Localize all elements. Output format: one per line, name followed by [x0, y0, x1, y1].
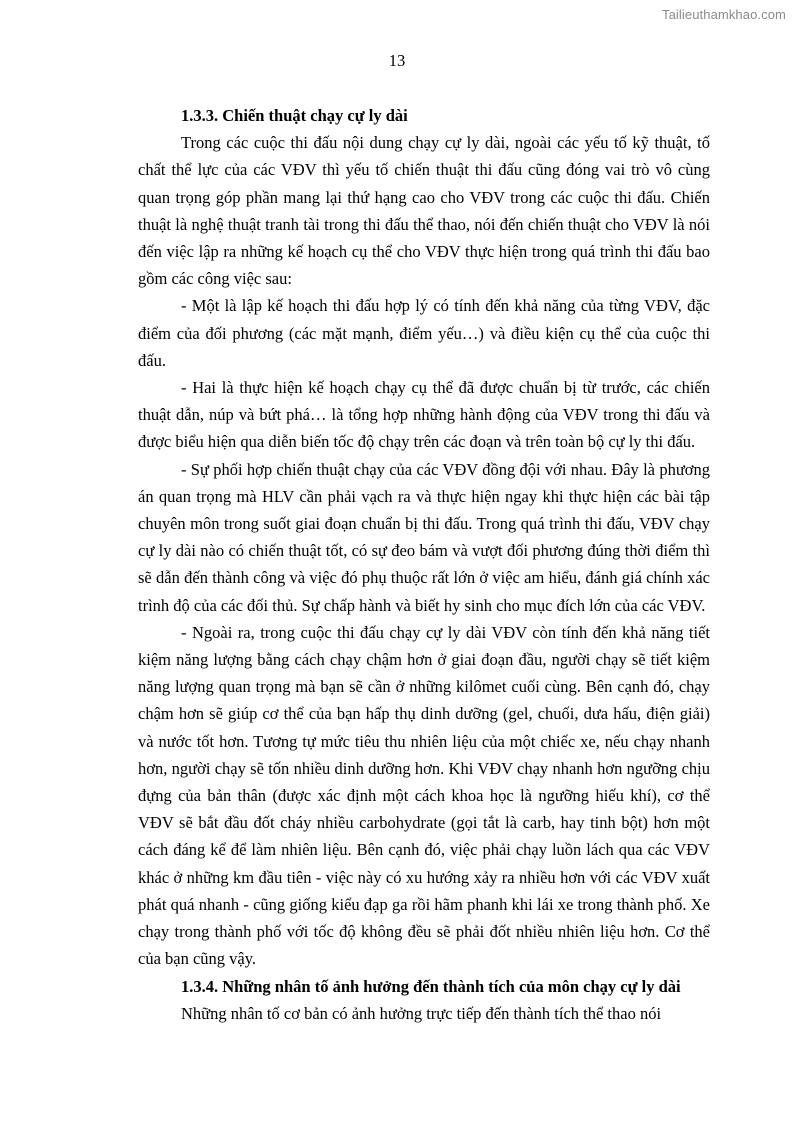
- section-heading-1-3-3: 1.3.3. Chiến thuật chạy cự ly dài: [181, 106, 408, 125]
- paragraph-factors: Những nhân tố cơ bản có ảnh hưởng trực tiếp đến thành tích thể thao nói: [181, 1003, 662, 1023]
- paragraph-intro: Trong các cuộc thi đấu nội dung chạy cự ly dài, ngoài các yếu tố kỹ thuật, tố chất thể lực của các VĐV thì yếu tố chiến thuật thi đấu cũng đóng vai trò vô cùng quan trọng góp phần mang lại thứ hạng cao cho VĐV trong các cuộc thi đấu. Chiến thuật là nghệ thuật tranh tài trong thi đấu thể thao, nói đến chiến thuật cho VĐV là nói đến việc lập ra những kế hoạch cụ thể cho VĐV thực hiện trong quá trình thi đấu bao gồm các công việc sau:: [138, 133, 710, 289]
- paragraph-execute: - Hai là thực hiện kế hoạch chạy cụ thể đã được chuẩn bị từ trước, các chiến thuật dẫn, núp và bứt phá… là tổng hợp những hành động của VĐV trong thi đấu và được biểu hiện qua diễn biến tốc độ chạy trên các đoạn và trên toàn bộ cự ly thi đấu.: [138, 378, 710, 452]
- section-heading-1-3-4: 1.3.4. Những nhân tố ảnh hưởng đến thành tích của môn chạy cự ly dài: [181, 976, 681, 996]
- paragraph-coordination: - Sự phối hợp chiến thuật chạy của các VĐV đồng đội với nhau. Đây là phương án quan trọng mà HLV cần phải vạch ra và thực hiện ngay khi thực hiện các bài tập chuyên môn trong suốt giai đoạn chuẩn bị thi đấu. Trong quá trình thi đấu, VĐV chạy cự ly dài nào có chiến thuật tốt, có sự đeo bám và vượt đối phương đúng thời điểm thì sẽ dẫn đến thành công và việc đó phụ thuộc rất lớn ở việc am hiểu, đánh giá chính xác trình độ của các đối thủ. Sự chấp hành và biết hy sinh cho mục đích lớn của các VĐV.: [138, 459, 710, 615]
- watermark: Tailieuthamkhao.com: [661, 7, 786, 22]
- paragraph-energy: - Ngoài ra, trong cuộc thi đấu chạy cự ly dài VĐV còn tính đến khả năng tiết kiệm năng lượng bằng cách chạy chậm hơn ở giai đoạn đầu, người chạy sẽ tiết kiệm năng lượng quan trọng mà bạn sẽ cần ở những kilômet cuối cùng. Bên cạnh đó, chạy chậm hơn sẽ giúp cơ thể của bạn hấp thụ dinh dưỡng (gel, chuối, dưa hấu, điện giải) và nước tốt hơn. Tương tự mức tiêu thu nhiên liệu của một chiếc xe, nếu chạy nhanh hơn, người chạy sẽ tốn nhiều dinh dưỡng hơn. Khi VĐV chạy nhanh hơn ngưỡng chịu đựng của bản thân (được xác định một cách khoa học là ngưỡng hiếu khí), cơ thể VĐV sẽ bắt đầu đốt cháy nhiều carbohydrate (gọi tắt là carb, hay tinh bột) hơn một cách đáng kể để làm nhiên liệu. Bên cạnh đó, việc phải chạy luồn lách qua các VĐV khác ở những km đầu tiên - việc này có xu hướng xảy ra nhiều hơn với các VĐV xuất phát quá nhanh - cũng giống kiểu đạp ga rồi hãm phanh khi lái xe trong thành phố. Xe chạy trong thành phố với tốc độ không đều sẽ phải đốt nhiều nhiên liệu hơn. Cơ thể của bạn cũng vậy.: [138, 622, 710, 969]
- page-number: 13: [388, 51, 406, 70]
- paragraph-plan: - Một là lập kế hoạch thi đấu hợp lý có tính đến khả năng của từng VĐV, đặc điểm của đối phương (các mặt mạnh, điểm yếu…) và điều kiện cụ thể của cuộc thi đấu.: [138, 296, 710, 370]
- document-body: [138, 102, 710, 1027]
